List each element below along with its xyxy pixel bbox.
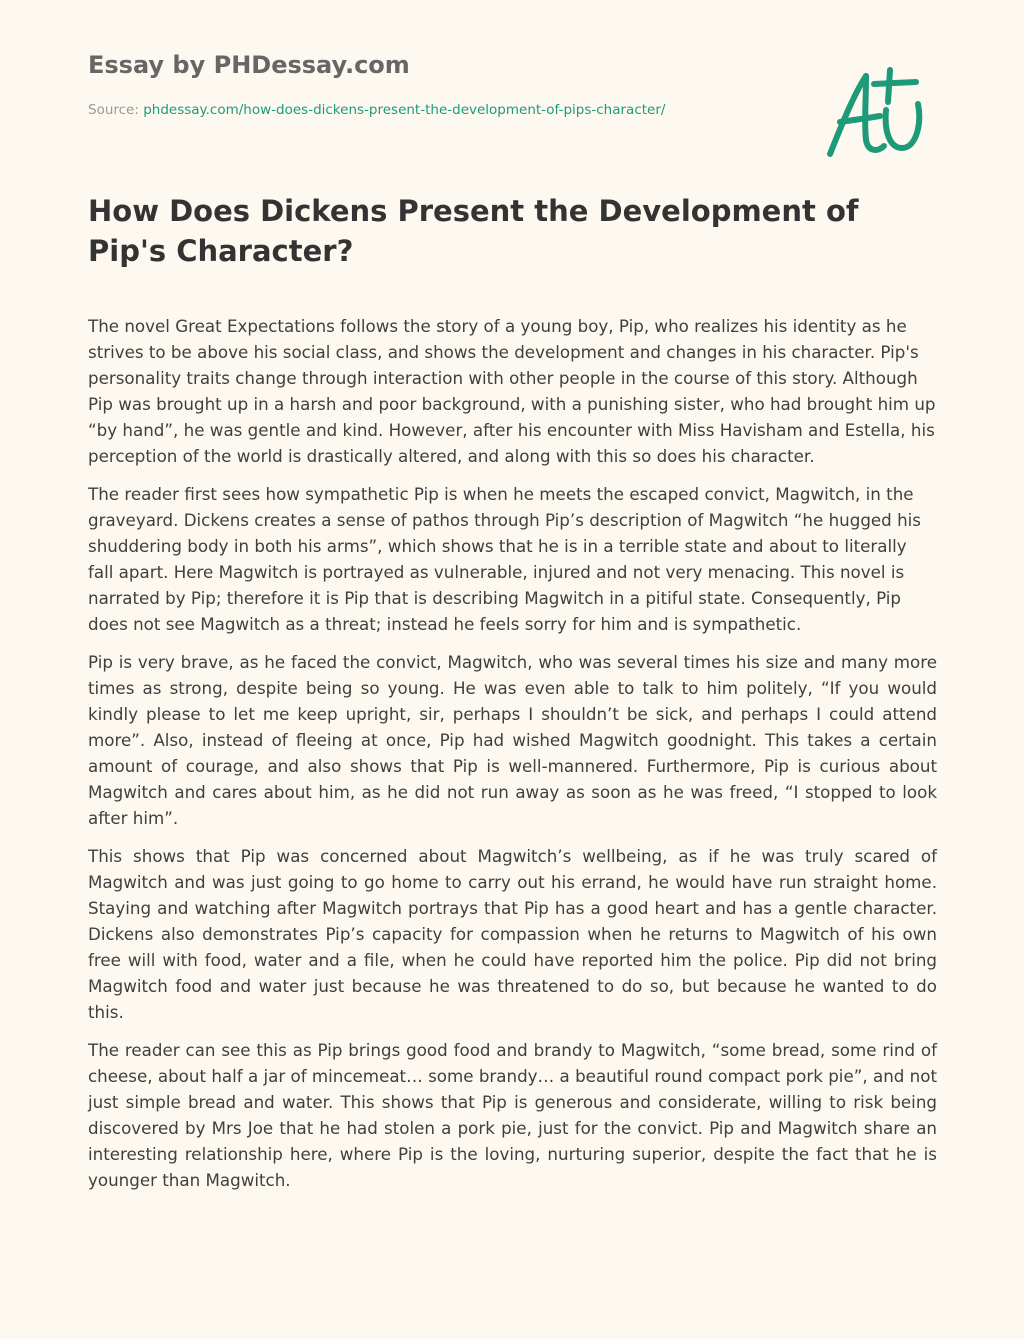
essay-body: [88, 313, 937, 1205]
source-label: Source:: [88, 102, 144, 118]
essay-paragraph-2: The reader first sees how sympathetic Pip is when he meets the escaped convict, Magwitch, in the graveyard. Dickens creates a sense of pathos through Pip’s description of Magwitch “he hugged his shuddering body in both his arms”, which shows that he is in a terrible state and about to literally fall apart. Here Magwitch is portrayed as vulnerable, injured and not very menacing. This novel is narrated by Pip; therefore it is Pip that is describing Magwitch in a pitiful state. Consequently, Pip does not see Magwitch as a threat; instead he feels sorry for him and is sympathetic.: [88, 484, 921, 634]
essay-paragraph-5: The reader can see this as Pip brings good food and brandy to Magwitch, “some bread, some rind of cheese, about half a jar of mincemeat… some brandy… a beautiful round compact pork pie”, and not just simple bread and water. This shows that Pip is generous and considerate, willing to risk being discovered by Mrs Joe that he had stolen a pork pie, just for the convict. Pip and Magwitch share an interesting relationship here, where Pip is the loving, nurturing superior, despite the fact that he is younger than Magwitch.: [88, 1040, 937, 1190]
source-line: [88, 101, 665, 119]
a-plus-logo-icon: [822, 62, 932, 162]
site-brand: Essay by PHDessay.com: [88, 51, 410, 79]
essay-paragraph-3: Pip is very brave, as he faced the convict, Magwitch, who was several times his size and many more times as strong, despite being so young. He was even able to talk to him politely, “If you would kindly please to let me keep upright, sir, perhaps I shouldn’t be sick, and perhaps I could attend more”. Also, instead of fleeing at once, Pip had wished Magwitch goodnight. This takes a certain amount of courage, and also shows that Pip is well-mannered. Furthermore, Pip is curious about Magwitch and cares about him, as he did not run away as soon as he was freed, “I stopped to look after him”.: [88, 652, 937, 828]
essay-paragraph-1: The novel Great Expectations follows the story of a young boy, Pip, who realizes his identity as he strives to be above his social class, and shows the development and changes in his character. Pip's personality traits change through interaction with other people in the course of this story. Although Pip was brought up in a harsh and poor background, with a punishing sister, who had brought him up “by hand”, he was gentle and kind. However, after his encounter with Miss Havisham and Estella, his perception of the world is drastically altered, and along with this so does his character.: [88, 316, 936, 466]
essay-paragraph-4: This shows that Pip was concerned about Magwitch’s wellbeing, as if he was truly scared of Magwitch and was just going to go home to carry out his errand, he would have run straight home. Staying and watching after Magwitch portrays that Pip has a good heart and has a gentle character. Dickens also demonstrates Pip’s capacity for compassion when he returns to Magwitch of his own free will with food, water and a file, when he could have reported him the police. Pip did not bring Magwitch food and water just because he was threatened to do so, but because he wanted to do this.: [88, 846, 937, 1022]
essay-title: How Does Dickens Present the Development of Pip's Character?: [88, 194, 859, 268]
source-link[interactable]: phdessay.com/how-does-dickens-present-the-development-of-pips-character/: [143, 102, 666, 118]
